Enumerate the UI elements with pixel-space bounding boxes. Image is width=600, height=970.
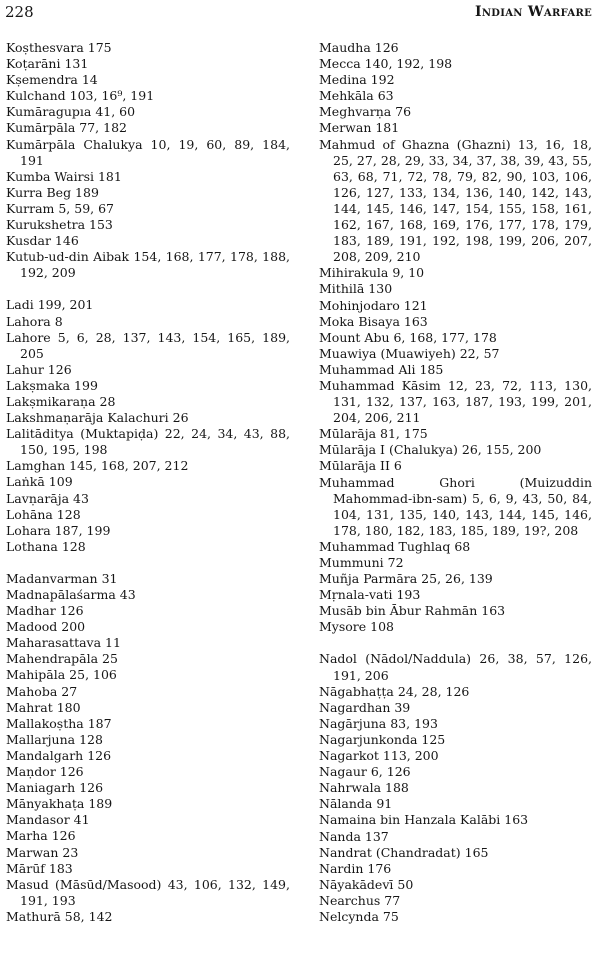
index-entry: Mahoba 27	[6, 683, 78, 699]
index-entry: Mithilā 130	[319, 281, 393, 297]
index-entry: Mount Abu 6, 168, 177, 178	[319, 329, 497, 345]
index-entry: Marwan 23	[6, 844, 79, 860]
index-entry: Nelcynda 75	[319, 908, 399, 924]
page-header	[5, 3, 592, 27]
index-entry: Nandrat (Chandradat) 165	[319, 844, 489, 860]
index-entry: Maniagarh 126	[6, 780, 104, 796]
index-entry: Lakṣmaka 199	[6, 377, 98, 393]
index-entry: Mahrat 180	[6, 699, 81, 715]
index-entry: Mūlarāja II 6	[319, 458, 402, 474]
index-entry: Moka Bisaya 163	[319, 313, 428, 329]
index-entry: Mahmud of Ghazna (Ghazni) 13, 16, 18, 25, 27, 28, 29, 33, 34, 37, 38, 39, 43, 55, 63, 68, 71, 72, 78, 79, 82, 90, 103, 106, 126, 127, 133, 134, 136, 140, 142, 143, 144, 145, 146, 147, 154, 155, 158, 161, 162, 167, 168, 169, 176, 177, 178, 179, 183, 189, 191, 192, 198, 199, 206, 207, 208, 209, 210	[319, 136, 592, 265]
index-entry: Muñja Parmāra 25, 26, 139	[319, 571, 493, 587]
index-entry: Lakshmaṇarāja Kalachuri 26	[6, 410, 189, 426]
index-entry: Kumba Wairsi 181	[6, 168, 122, 184]
index-entry: Lahore 5, 6, 28, 137, 143, 154, 165, 189, 205	[6, 329, 290, 361]
index-entry: Nadol (Nādol/Naddula) 26, 38, 57, 126, 191, 206	[319, 651, 592, 683]
index-entry: Madnapālaśarma 43	[6, 587, 136, 602]
index-entry: Nagārjuna 83, 193	[319, 715, 438, 731]
index-entry: Maṇdor 126	[6, 764, 84, 780]
index-entry: Nagaur 6, 126	[319, 764, 411, 780]
index-entry: Kulchand 103, 16⁹, 191	[6, 88, 155, 104]
index-entry: Mallakoṣtha 187	[6, 715, 112, 731]
index-entry: Kumārpāla 77, 182	[6, 120, 127, 136]
index-entry: Nanda 137	[319, 828, 389, 844]
index-column-right	[319, 40, 592, 925]
index-entry: Muhammad Kāsim 12, 23, 72, 113, 130, 131, 132, 137, 163, 187, 193, 199, 201, 204, 206, 211	[319, 377, 592, 426]
index-entry: Mārūf 183	[6, 860, 73, 876]
index-entry: Mandasor 41	[6, 812, 90, 828]
index-entry: Mohinjodaro 121	[319, 297, 428, 313]
index-entry: Mṛnala-vati 193	[319, 587, 421, 603]
index-entry: Mānyakhaṭa 189	[6, 796, 113, 812]
index-entry: Lohara 187, 199	[6, 522, 111, 538]
index-entry: Mallarjuna 128	[6, 731, 103, 747]
index-entry: Maharasattava 11	[6, 635, 121, 651]
index-entry: Meghvarṇa 76	[319, 104, 412, 120]
index-entry: Mummuni 72	[319, 555, 404, 570]
index-entry: Musāb bin Ābur Rahmān 163	[319, 603, 506, 619]
index-entry: Lakṣmikaraṇa 28	[6, 393, 116, 409]
index-entry: Nagarjunkonda 125	[319, 731, 446, 747]
index-entry: Nāgabhaṭṭa 24, 28, 126	[319, 683, 470, 699]
index-entry: Nāyakādevī 50	[319, 876, 414, 892]
index-entry: Kusdar 146	[6, 233, 79, 249]
index-entry: Mūlarāja I (Chalukya) 26, 155, 200	[319, 442, 542, 458]
index-entry: Lalitāditya (Muktapiḍa) 22, 24, 34, 43, 88, 150, 195, 198	[6, 426, 290, 458]
index-entry: Laṅkā 109	[6, 474, 73, 490]
index-entry: Mehkāla 63	[319, 88, 394, 104]
index-entry: Kurra Beg 189	[6, 184, 99, 200]
index-entry: Nardin 176	[319, 860, 392, 876]
index-entry: Kurukshetra 153	[6, 217, 113, 233]
index-entry: Mathurā 58, 142	[6, 908, 113, 924]
index-entry: Kutub-ud-din Aibak 154, 168, 177, 178, 188, 192, 209	[6, 249, 290, 281]
index-entry: Kurram 5, 59, 67	[6, 200, 115, 216]
index-entry: Lothana 128	[6, 538, 86, 554]
index-entry: Nagardhan 39	[319, 699, 411, 715]
index-entry: Kṣemendra 14	[6, 72, 98, 88]
index-entry: Lavṇarāja 43	[6, 490, 89, 506]
index-entry: Koṭarāni 131	[6, 56, 89, 72]
index-entry: Muawiya (Muawiyeh) 22, 57	[319, 345, 500, 361]
index-entry: Muhammad Ghori (Muizuddin Mahommad-ibn-sam) 5, 6, 9, 43, 50, 84, 104, 131, 135, 140, 143, 144, 145, 146, 178, 180, 182, 183, 185, 189, 19?, 208	[319, 474, 592, 538]
index-entry: Masud (Māsūd/Masood) 43, 106, 132, 149, 191, 193	[6, 876, 290, 908]
index-entry: Mūlarāja 81, 175	[319, 426, 428, 442]
index-entry: Nagarkot 113, 200	[319, 748, 439, 764]
index-entry: Lahur 126	[6, 361, 72, 377]
index-entry: Nālanda 91	[319, 796, 393, 812]
index-entry: Nearchus 77	[319, 892, 401, 908]
page-number: 228	[5, 3, 34, 21]
index-entry: Mysore 108	[319, 619, 395, 635]
index-entry: Madood 200	[6, 619, 86, 635]
index-entry: Muhammad Ali 185	[319, 361, 444, 377]
index-entry: Marha 126	[6, 828, 76, 844]
index-entry: Merwan 181	[319, 120, 400, 136]
index-entry: Mandalgarh 126	[6, 747, 112, 763]
index-entry: Ladi 199, 201	[6, 297, 94, 313]
index-entry: Mecca 140, 192, 198	[319, 56, 453, 72]
index-entry: Mahipāla 25, 106	[6, 667, 117, 683]
index-entry: Medina 192	[319, 72, 395, 88]
index-entry: Lahora 8	[6, 313, 63, 329]
index-entry: Koṣthesvara 175	[6, 40, 112, 55]
index-entry: Kumāragupıa 41, 60	[6, 104, 136, 120]
index-column-left	[6, 40, 290, 925]
index-entry: Namaina bin Hanzala Kalābi 163	[319, 812, 529, 828]
index-entry: Muhammad Tughlaq 68	[319, 538, 471, 554]
index-entry: Lohāna 128	[6, 506, 81, 522]
index-entry: Lamghan 145, 168, 207, 212	[6, 458, 189, 474]
running-title: Indian Warfare	[474, 4, 592, 20]
index-entry: Mihirakula 9, 10	[319, 265, 425, 281]
index-entry: Madhar 126	[6, 603, 84, 619]
index-entry: Nahrwala 188	[319, 780, 409, 796]
index-entry: Kumārpāla Chalukya 10, 19, 60, 89, 184, 191	[6, 136, 290, 168]
index-entry: Maudha 126	[319, 40, 399, 55]
index-entry: Mahendrapāla 25	[6, 651, 118, 667]
index-entry: Madanvarman 31	[6, 570, 118, 586]
